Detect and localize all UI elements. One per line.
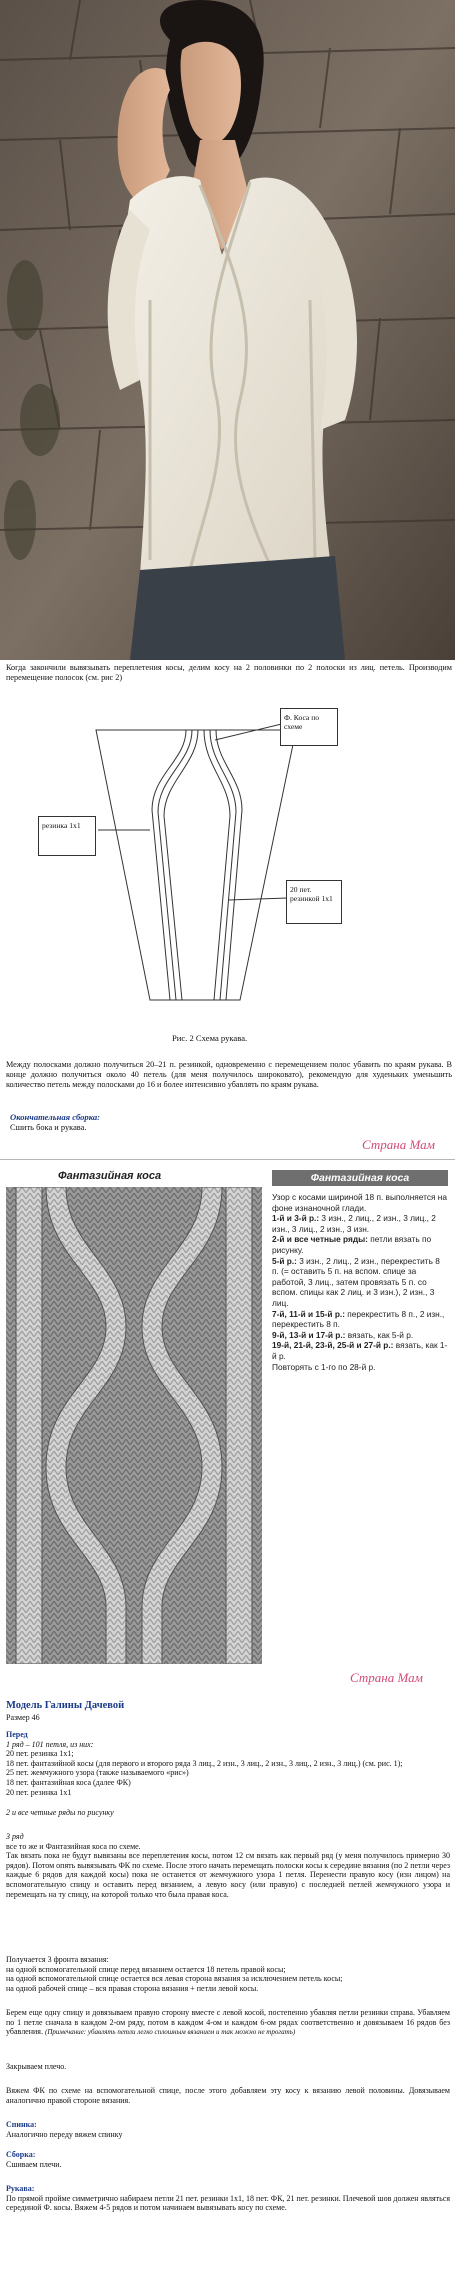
model-size: Размер 46: [6, 1713, 40, 1722]
three-fronts-line-1: на одной вспомогательной спице остается вся левая сторона вязания за исключением петель косы;: [6, 1974, 343, 1984]
front-line-0: 1 ряд – 101 петля, из них:: [6, 1739, 94, 1749]
cable-swatch: [6, 1187, 262, 1664]
three-fronts-section: [6, 1955, 450, 1993]
pattern-row-1: 1-й и 3-й р.: 3 изн., 2 лиц., 2 изн., 3 лиц., 2 изн., 3 лиц., 2 изн., 3 изн.: [272, 1213, 436, 1234]
diagram-caption: Рис. 2 Схема рукава.: [172, 1033, 248, 1043]
sleeves-text: По прямой пройме симметрично набираем петли 21 пет. резинки 1х1, 18 пет. ФК, 21 пет. резинки. Плечевой шов должен являться серединой Ф. косы. Вяжем 4-5 рядов и потом начинаем вывязывать косу по схеме.: [6, 2193, 450, 2213]
back-paragraph: Вяжем ФК по схеме на вспомогательной спице, после этого добавляем эту косу к вязанию левой половины. Довязываем аналогично правой стороне вязания.: [6, 2086, 450, 2105]
stripes-paragraph: Между полосками должно получиться 20–21 п. резинкой, одновременно с перемещением полос убавить по краям рукава. В конце должно получиться около 40 петель (для меня получилось широковато), рекомендую для худеньких уменьшить количество петель между полосками до 16 и более интенсивно убавлять по краям рукава.: [6, 1060, 452, 1089]
front-line-5: 20 пет. резинка 1х1: [6, 1787, 72, 1797]
assembly-title: Сборка:: [6, 2150, 36, 2159]
watermark-2: Страна Мам: [350, 1670, 423, 1685]
sleeve-outline: [0, 700, 455, 1030]
sleeves-section: [6, 2184, 450, 2213]
braid-label-box: [280, 708, 338, 746]
pattern-row-9: 9-й, 13-й и 17-й р.: вязать, как 5-й р.: [272, 1329, 414, 1340]
sleeves-title: Рукава:: [6, 2184, 35, 2193]
three-fronts-title: Получается 3 фронта вязания:: [6, 1955, 109, 1964]
model-title: Модель Галины Дачевой: [6, 1700, 125, 1711]
divider: [0, 1159, 455, 1160]
even-rows-note: 2 и все четные ряды по рисунку: [6, 1808, 114, 1817]
final-assembly-title: Окончательная сборка:: [10, 1112, 101, 1122]
row3-section: [6, 1832, 450, 1899]
back-section: [6, 2120, 450, 2139]
braid-label: Ф. Коса по схеме: [284, 713, 320, 731]
assembly-text: Сшиваем плечи.: [6, 2159, 62, 2169]
front-line-1: 20 пет. резинка 1х1;: [6, 1749, 74, 1759]
front-title: Перед: [6, 1730, 28, 1739]
pattern-instructions: [272, 1192, 448, 1372]
pattern-row-5: 5-й р.: 3 изн., 2 лиц., 2 изн., перекрестить 8 п. (= оставить 5 п. на вспом. спице за работой, 3 лиц., затем провязать 5 п. со вспом. спицы как 2 лиц. и 3 изн.), 2 изн., 3 лиц.: [272, 1255, 440, 1308]
front-line-3: 25 пет. жемчужного узора (также называемого «рис»): [6, 1768, 189, 1778]
row3-paragraph: Так вязать пока не будут вывязаны все переплетения косы, потом 12 см вязать как первый ряд (у меня получилось примерно 30 рядов). Потом опять вывязывать ФК по схеме. После этого начать перемещать полоски косы к середине вязания (по 2 петли через каждые 6 рядов для каждой косы) пока не останется от жемчужного узора 1 петля. Перенести правую косу (изн лицом) на вспомогательную спицу и оставить перед вязанием, а левую косу (или правую) с последней петлей жемчужного узора и перемещать на ту спицу, на которой только что была правая коса.: [6, 1851, 450, 1899]
rib-label: резинка 1х1: [42, 821, 81, 830]
final-assembly-text: Сшить бока и рукава.: [10, 1123, 87, 1132]
back-text: Аналогично переду вяжем спинку: [6, 2129, 123, 2139]
neck-section: [6, 2008, 450, 2038]
close-shoulder: Закрываем плечо.: [6, 2062, 67, 2071]
model-photo: [0, 0, 455, 660]
neck-paragraph: Берем еще одну спицу и довязываем правую сторону вместе с левой косой, постепенно убавляя петли резинки справа. Убавляем по 1 петле сначала в каждом 2-ом ряду, потом в каждом 4-ом и каждом 6-ом рядах соответственно и довязываем 16 рядов без убавления.: [6, 2008, 450, 2037]
intro-paragraph: Когда закончили вывязывать переплетения косы, делим косу на 2 половинки по 2 полоски из лиц. петель. Производим перемещение полосок (см. рис 2): [6, 663, 452, 682]
row3-title: 3 ряд: [6, 1832, 24, 1841]
rib-label-box: [38, 816, 96, 856]
cable-swatch-photo: [6, 1187, 262, 1664]
back-title: Спинка:: [6, 2120, 37, 2129]
pattern-row-7: 7-й, 11-й и 15-й р.: перекрестить 8 п., 2 изн., перекрестить 8 п.: [272, 1308, 445, 1330]
sleeve-diagram: [0, 700, 455, 1030]
stitches-label: 20 пет. резинкой 1х1: [290, 885, 333, 903]
pattern-intro: Узор с косами шириной 18 п. выполняется на фоне изнаночной глади.: [272, 1192, 447, 1213]
pattern-header: Фантазийная коса: [272, 1170, 448, 1186]
neck-note: (Примечание: убавлять петли легко сплошным вязанием и так можно не трогать): [44, 2028, 296, 2037]
assembly-section: [6, 2150, 450, 2169]
swatch-title: Фантазийная коса: [58, 1170, 162, 1182]
row3-text: все то же и Фантазийная коса по схеме.: [6, 1841, 141, 1851]
stitches-label-box: [286, 880, 342, 924]
pattern-row-2: 2-й и все четные ряды: петли вязать по рисунку.: [272, 1234, 432, 1255]
front-line-2: 18 пет. фантазийной косы (для первого и второго ряда 3 лиц., 2 изн., 3 лиц., 2 изн., 3 лиц., 2 изн., 3 лиц.) (см. рис. 1);: [6, 1758, 403, 1768]
three-fronts-line-2: на одной рабочей спице – вся правая сторона вязания + петли левой косы.: [6, 1983, 259, 1993]
watermark: Страна Мам: [362, 1137, 435, 1152]
front-line-4: 18 пет. фантазийная коса (далее ФК): [6, 1777, 131, 1787]
photo-illustration: [0, 0, 455, 660]
three-fronts-line-0: на одной вспомогательной спице перед вязанием остается 18 петель правой косы;: [6, 1964, 286, 1974]
front-section: [6, 1730, 450, 1797]
pattern-row-19: 19-й, 21-й, 23-й, 25-й и 27-й р.: вязать, как 1-й р.: [272, 1340, 448, 1361]
pattern-repeat: Повторять с 1-го по 28-й р.: [272, 1361, 376, 1372]
